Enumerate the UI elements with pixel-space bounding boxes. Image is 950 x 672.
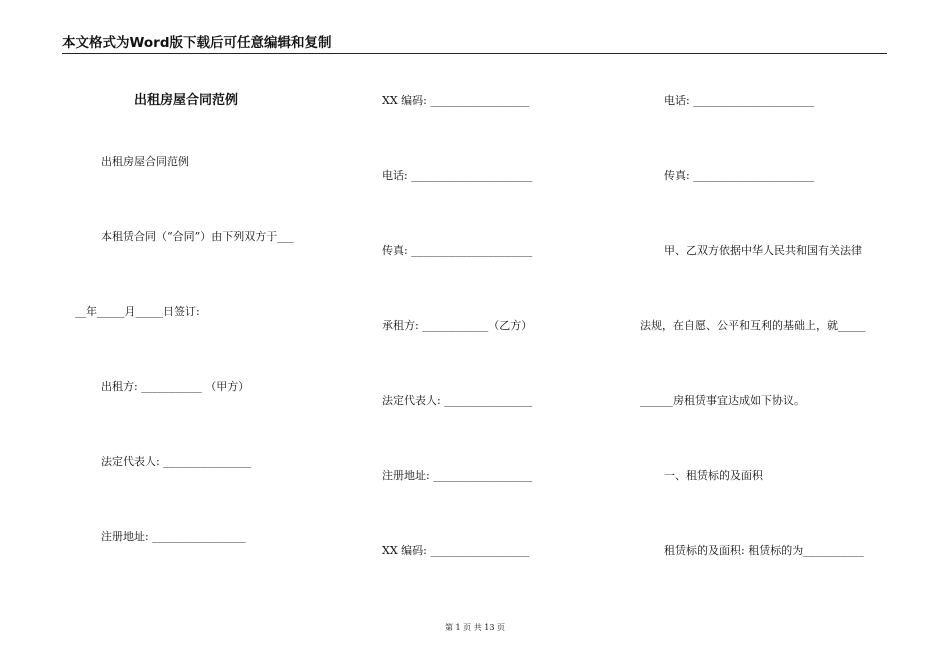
paragraph-line: 传真: ______________________ xyxy=(382,244,533,257)
paragraph-line: __年_____月_____日签订: xyxy=(75,305,200,318)
paragraph-line: XX 编码: __________________ xyxy=(382,544,530,557)
paragraph-line: ______房租赁事宜达成如下协议。 xyxy=(640,394,805,407)
paragraph-line: 法定代表人: ________________ xyxy=(101,455,252,468)
paragraph-line: 出租房屋合同范例 xyxy=(101,155,189,168)
paragraph-line: 法定代表人: ________________ xyxy=(382,394,533,407)
paragraph-line: 承租方: ____________（乙方） xyxy=(382,319,533,332)
paragraph-line: 传真: ______________________ xyxy=(664,169,815,182)
document-title: 出租房屋合同范例 xyxy=(134,93,239,108)
paragraph-line: 注册地址: _________________ xyxy=(101,530,246,543)
paragraph-line: 甲、乙双方依据中华人民共和国有关法律 xyxy=(664,244,862,257)
paragraph-line: 租赁标的及面积: 租赁标的为___________ xyxy=(664,544,864,557)
paragraph-line: 本租赁合同（“合同”）由下列双方于___ xyxy=(101,230,294,243)
paragraph-line: 电话: ______________________ xyxy=(664,94,815,107)
paragraph-line: 电话: ______________________ xyxy=(382,169,533,182)
section-heading: 一、租赁标的及面积 xyxy=(664,469,763,482)
paragraph-line: 注册地址: __________________ xyxy=(382,469,533,482)
paragraph-line: 法规，在自愿、公平和互利的基础上，就_____ xyxy=(640,319,866,332)
document-header-banner: 本文格式为Word版下载后可任意编辑和复制 xyxy=(62,35,887,54)
paragraph-line: 出租方: ___________ （甲方） xyxy=(101,380,250,393)
paragraph-line: XX 编码: __________________ xyxy=(382,94,530,107)
page-indicator: 第 1 页 共 13 页 xyxy=(445,623,505,632)
